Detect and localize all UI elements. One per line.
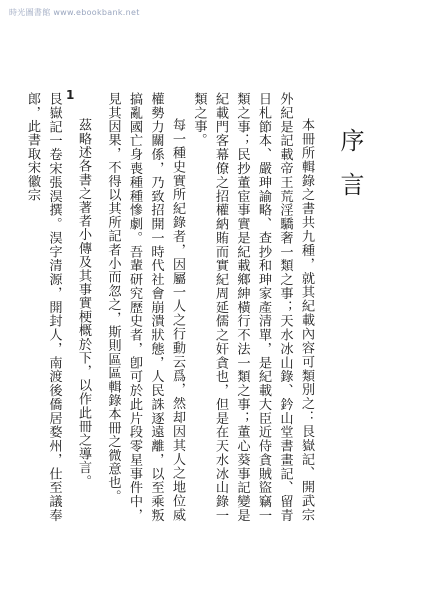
page-title: 序言 (336, 128, 364, 216)
body-text (25, 92, 317, 522)
paragraph-1: 本冊所輯錄之書共九種，就其紀載內容可類別之：艮嶽記、開武宗外紀是記載帝王荒淫驕奢一類之事；天水冰山錄、鈐山堂書畫記、留青日札節本、嚴珅諭略、查抄和珅家產清單，是紀載大臣近侍貪賊盜竊一類之事；民抄董宦事實是紀載鄉紳橫行不法一類之事；董心葵事記變是紀載門客幕僚之招權納賄而實紀周延儒之奸貪也，但是在天水冰山錄一類之事。 (191, 92, 314, 522)
paragraph-3: 茲略述各書之著者小傳及其事實梗概於下，以作此冊之導言。 (76, 118, 91, 489)
paragraph-4: 艮嶽記一卷宋張淏撰。淏字清源，開封人，南渡後僑居婺州，仕至議奉郎，此書取宋徽宗 (25, 92, 62, 522)
watermark-text: 時光圖書館 www.ebookbank.net (9, 8, 140, 17)
paragraph-2: 每一種史實所紀錄者，因屬一人之行動云爲，然却因其人之地位威權勢力關係，乃致招開一時代社會崩潰狀態，人民誅逐遠離，以至乘叛搞亂國亡身喪種種慘劇。吾輩研究歷史者，卽可於此片段零星事件中，見其因果，不得以其所記者小而忽之，斯則區區輯錄本冊之微意也。 (105, 92, 185, 522)
page-number: 1 (66, 88, 75, 102)
